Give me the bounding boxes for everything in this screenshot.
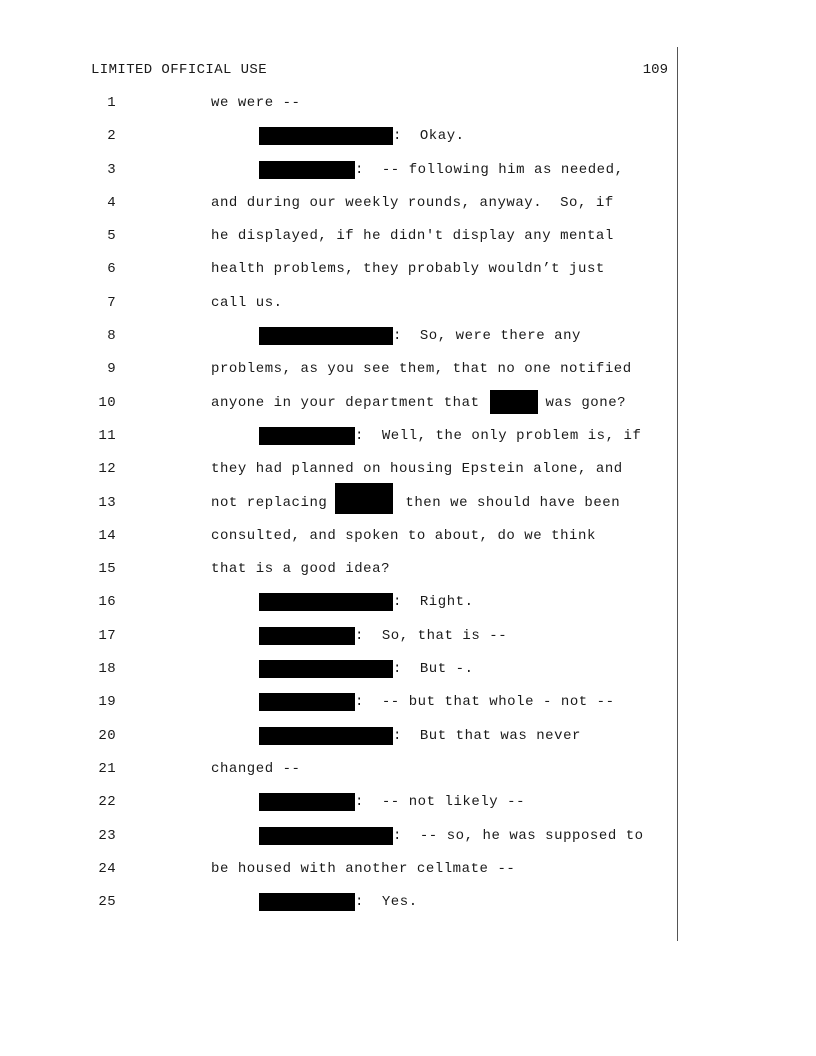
line-number: 16 bbox=[98, 594, 116, 611]
transcript-line bbox=[0, 294, 816, 327]
line-content bbox=[211, 494, 620, 514]
line-content bbox=[211, 227, 614, 245]
line-content bbox=[259, 327, 581, 345]
transcript-line bbox=[0, 727, 816, 760]
transcript-line bbox=[0, 394, 816, 427]
line-number: 22 bbox=[98, 794, 116, 811]
speaker-redaction bbox=[259, 427, 355, 445]
transcript-line bbox=[0, 827, 816, 860]
line-number: 23 bbox=[98, 827, 116, 844]
line-content bbox=[211, 194, 614, 212]
inline-redaction bbox=[490, 390, 538, 414]
line-content bbox=[259, 693, 615, 711]
line-content bbox=[211, 94, 301, 112]
transcript-line bbox=[0, 693, 816, 726]
body-text: health problems, they probably wouldn’t just bbox=[211, 261, 605, 278]
line-number: 7 bbox=[107, 294, 116, 311]
line-content bbox=[211, 294, 283, 312]
line-content bbox=[259, 793, 525, 811]
transcript-line bbox=[0, 260, 816, 293]
body-text: we were -- bbox=[211, 95, 301, 111]
speaker-text: : -- so, he was supposed to bbox=[393, 827, 644, 844]
line-content bbox=[259, 127, 465, 145]
speaker-text: : Yes. bbox=[355, 894, 418, 911]
line-number: 17 bbox=[98, 627, 116, 644]
speaker-text: : -- not likely -- bbox=[355, 794, 526, 811]
speaker-text: : But -. bbox=[393, 661, 474, 678]
line-number: 3 bbox=[107, 161, 116, 178]
line-number: 1 bbox=[107, 95, 116, 111]
line-number: 2 bbox=[107, 128, 116, 145]
line-number: 11 bbox=[98, 427, 116, 444]
transcript-line bbox=[0, 560, 816, 593]
speaker-text: : But that was never bbox=[393, 727, 581, 744]
transcript-line bbox=[0, 194, 816, 227]
transcript-line bbox=[0, 460, 816, 493]
line-content bbox=[259, 827, 644, 845]
transcript-line bbox=[0, 494, 816, 527]
line-content bbox=[211, 760, 301, 778]
speaker-text: : So, were there any bbox=[393, 328, 581, 345]
line-number: 15 bbox=[98, 561, 116, 578]
body-text: that is a good idea? bbox=[211, 561, 391, 578]
line-content bbox=[211, 260, 605, 278]
speaker-text: : -- but that whole - not -- bbox=[355, 694, 615, 711]
line-number: 19 bbox=[98, 694, 116, 711]
line-content bbox=[259, 727, 581, 745]
transcript-lines bbox=[0, 94, 816, 926]
line-number: 14 bbox=[98, 527, 116, 544]
speaker-redaction bbox=[259, 627, 355, 645]
body-text: changed -- bbox=[211, 760, 301, 777]
speaker-redaction bbox=[259, 727, 393, 745]
line-number: 25 bbox=[98, 894, 116, 911]
body-text: anyone in your department that bbox=[211, 394, 480, 411]
speaker-text: : Okay. bbox=[393, 128, 465, 145]
line-number: 24 bbox=[98, 860, 116, 877]
line-content bbox=[259, 427, 641, 445]
line-content bbox=[211, 360, 632, 378]
line-number: 9 bbox=[107, 361, 116, 378]
speaker-redaction bbox=[259, 660, 393, 678]
line-content bbox=[211, 860, 515, 878]
line-content bbox=[259, 161, 624, 179]
speaker-text: : So, that is -- bbox=[355, 627, 508, 644]
body-text-after: was gone? bbox=[545, 394, 627, 411]
transcript-line bbox=[0, 360, 816, 393]
line-number: 8 bbox=[107, 328, 116, 345]
body-text: he displayed, if he didn't display any mental bbox=[211, 228, 614, 245]
speaker-text: : -- following him as needed, bbox=[355, 161, 624, 178]
speaker-redaction bbox=[259, 327, 393, 345]
body-text: problems, as you see them, that no one notified bbox=[211, 361, 632, 378]
line-number: 21 bbox=[98, 760, 116, 777]
transcript-line bbox=[0, 527, 816, 560]
transcript-line bbox=[0, 860, 816, 893]
line-number: 4 bbox=[107, 194, 116, 211]
body-text: consulted, and spoken to about, do we think bbox=[211, 527, 596, 544]
speaker-redaction bbox=[259, 161, 355, 179]
line-number: 10 bbox=[98, 394, 116, 411]
body-text: and during our weekly rounds, anyway. So, if bbox=[211, 194, 614, 211]
line-content bbox=[259, 660, 474, 678]
transcript-line bbox=[0, 227, 816, 260]
line-number: 18 bbox=[98, 661, 116, 678]
transcript-line bbox=[0, 660, 816, 693]
line-content bbox=[211, 394, 626, 414]
speaker-redaction bbox=[259, 693, 355, 711]
transcript-line bbox=[0, 893, 816, 926]
line-content bbox=[211, 527, 596, 545]
speaker-redaction bbox=[259, 827, 393, 845]
line-number: 6 bbox=[107, 261, 116, 278]
line-number: 5 bbox=[107, 228, 116, 245]
classification-header: LIMITED OFFICIAL USE bbox=[91, 62, 268, 78]
body-text: be housed with another cellmate -- bbox=[211, 860, 516, 877]
line-content bbox=[211, 460, 623, 478]
transcript-line bbox=[0, 94, 816, 127]
speaker-redaction bbox=[259, 593, 393, 611]
inline-redaction bbox=[335, 483, 393, 514]
line-number: 12 bbox=[98, 461, 116, 478]
transcript-line bbox=[0, 127, 816, 160]
transcript-line bbox=[0, 427, 816, 460]
line-content bbox=[259, 593, 474, 611]
transcript-line bbox=[0, 793, 816, 826]
transcript-line bbox=[0, 627, 816, 660]
speaker-redaction bbox=[259, 127, 393, 145]
body-text-after: then we should have been bbox=[405, 494, 621, 511]
speaker-redaction bbox=[259, 893, 355, 911]
transcript-line bbox=[0, 327, 816, 360]
body-text: they had planned on housing Epstein alone, and bbox=[211, 461, 623, 478]
line-number: 20 bbox=[98, 727, 116, 744]
body-text: not replacing bbox=[211, 494, 328, 511]
transcript-line bbox=[0, 760, 816, 793]
speaker-text: : Right. bbox=[393, 594, 474, 611]
transcript-line bbox=[0, 593, 816, 626]
transcript-line bbox=[0, 161, 816, 194]
line-content bbox=[211, 560, 390, 578]
page-number: 109 bbox=[642, 62, 668, 78]
line-content bbox=[259, 893, 418, 911]
line-number: 13 bbox=[98, 494, 116, 511]
speaker-text: : Well, the only problem is, if bbox=[355, 427, 642, 444]
body-text: call us. bbox=[211, 294, 283, 311]
speaker-redaction bbox=[259, 793, 355, 811]
line-content bbox=[259, 627, 507, 645]
